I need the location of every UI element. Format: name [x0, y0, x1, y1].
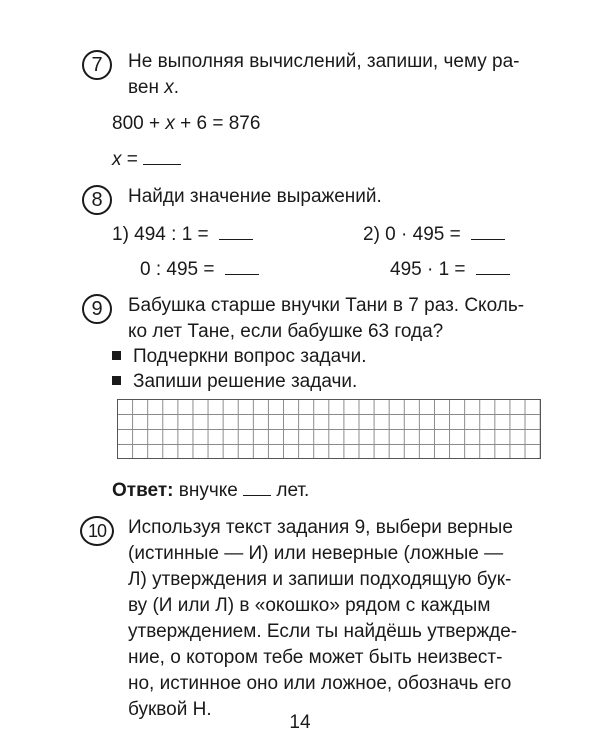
bullet-square-icon	[112, 351, 121, 360]
task-9-text-line-2: ко лет Тане, если бабушке 63 года?	[128, 321, 444, 342]
task-8-expr-4	[390, 257, 510, 283]
task-7-text-line-2-pre: вен	[128, 77, 165, 98]
task-9-answer-blank[interactable]	[243, 478, 271, 496]
task-8-number: 8	[82, 185, 112, 215]
task-7-equation-var: x	[165, 113, 175, 134]
page-number: 14	[289, 712, 311, 733]
task-7-text-line-1: Не выполняя вычислений, запиши, чему ра-	[128, 51, 520, 72]
task-7-number: 7	[82, 50, 112, 80]
task-8-expr-3-text: 2) 0 · 495 =	[363, 224, 461, 245]
task-8-expr-1-text: 1) 494 : 1 =	[112, 224, 209, 245]
task-8-expr-2	[140, 257, 259, 283]
task-8-text: Найди значение выражений.	[128, 186, 382, 207]
task-8-expr-4-blank[interactable]	[476, 257, 510, 275]
task-7-variable: x	[164, 77, 174, 98]
task-8-expr-1-blank[interactable]	[219, 222, 253, 240]
task-10-line-8: буквой Н.	[128, 699, 212, 720]
task-10-line-4: ву (И или Л) в «окошко» рядом с каждым	[128, 595, 491, 616]
task-9-bullet-2-text: Запиши решение задачи.	[133, 371, 358, 392]
task-7-answer	[112, 147, 181, 173]
task-9-answer	[112, 478, 309, 504]
task-7-equation-post: + 6 = 876	[174, 113, 261, 134]
task-7-text-line-2-post: .	[173, 77, 179, 98]
task-10-line-7: но, истинное оно или ложное, обозначь его	[128, 673, 512, 694]
task-9-answer-label: Ответ:	[112, 480, 174, 501]
task-10-line-5: утверждением. Если ты найдёшь утвержде-	[128, 621, 518, 642]
task-8-expr-2-blank[interactable]	[225, 257, 259, 275]
task-7-answer-blank[interactable]	[143, 147, 181, 165]
task-9-text-line-1: Бабушка старше внучки Тани в 7 раз. Сколь-	[128, 295, 525, 316]
task-8-expr-1	[112, 222, 253, 248]
task-8-expr-3	[363, 222, 505, 248]
task-10-line-6: ние, о котором тебе может быть неизвест-	[128, 647, 503, 668]
task-7-text-line-2	[128, 75, 179, 101]
task-8-expr-3-blank[interactable]	[471, 222, 505, 240]
task-9-bullet-1	[112, 344, 367, 370]
task-8-expr-2-text: 0 : 495 =	[140, 259, 215, 280]
task-9-number: 9	[82, 294, 112, 324]
task-10-line-2: (истинные — И) или неверные (ложные —	[128, 543, 504, 564]
task-10-line-3: Л) утверждения и запиши подходящую бук-	[128, 569, 512, 590]
task-9-bullet-1-text: Подчеркни вопрос задачи.	[133, 346, 367, 367]
bullet-square-icon	[112, 376, 121, 385]
task-7-answer-eq: =	[121, 149, 144, 170]
task-8-expr-4-text: 495 · 1 =	[390, 259, 466, 280]
task-10-number: 10	[80, 516, 114, 546]
task-7-equation-pre: 800 +	[112, 113, 166, 134]
task-7-answer-var: x	[112, 149, 122, 170]
task-7-equation	[112, 111, 260, 137]
task-9-answer-pre: внучке	[173, 480, 244, 501]
task-9-bullet-2	[112, 369, 357, 395]
task-10-line-1: Используя текст задания 9, выбери верные	[128, 517, 513, 538]
task-9-answer-post: лет.	[271, 480, 310, 501]
task-9-solution-grid[interactable]	[117, 399, 541, 459]
